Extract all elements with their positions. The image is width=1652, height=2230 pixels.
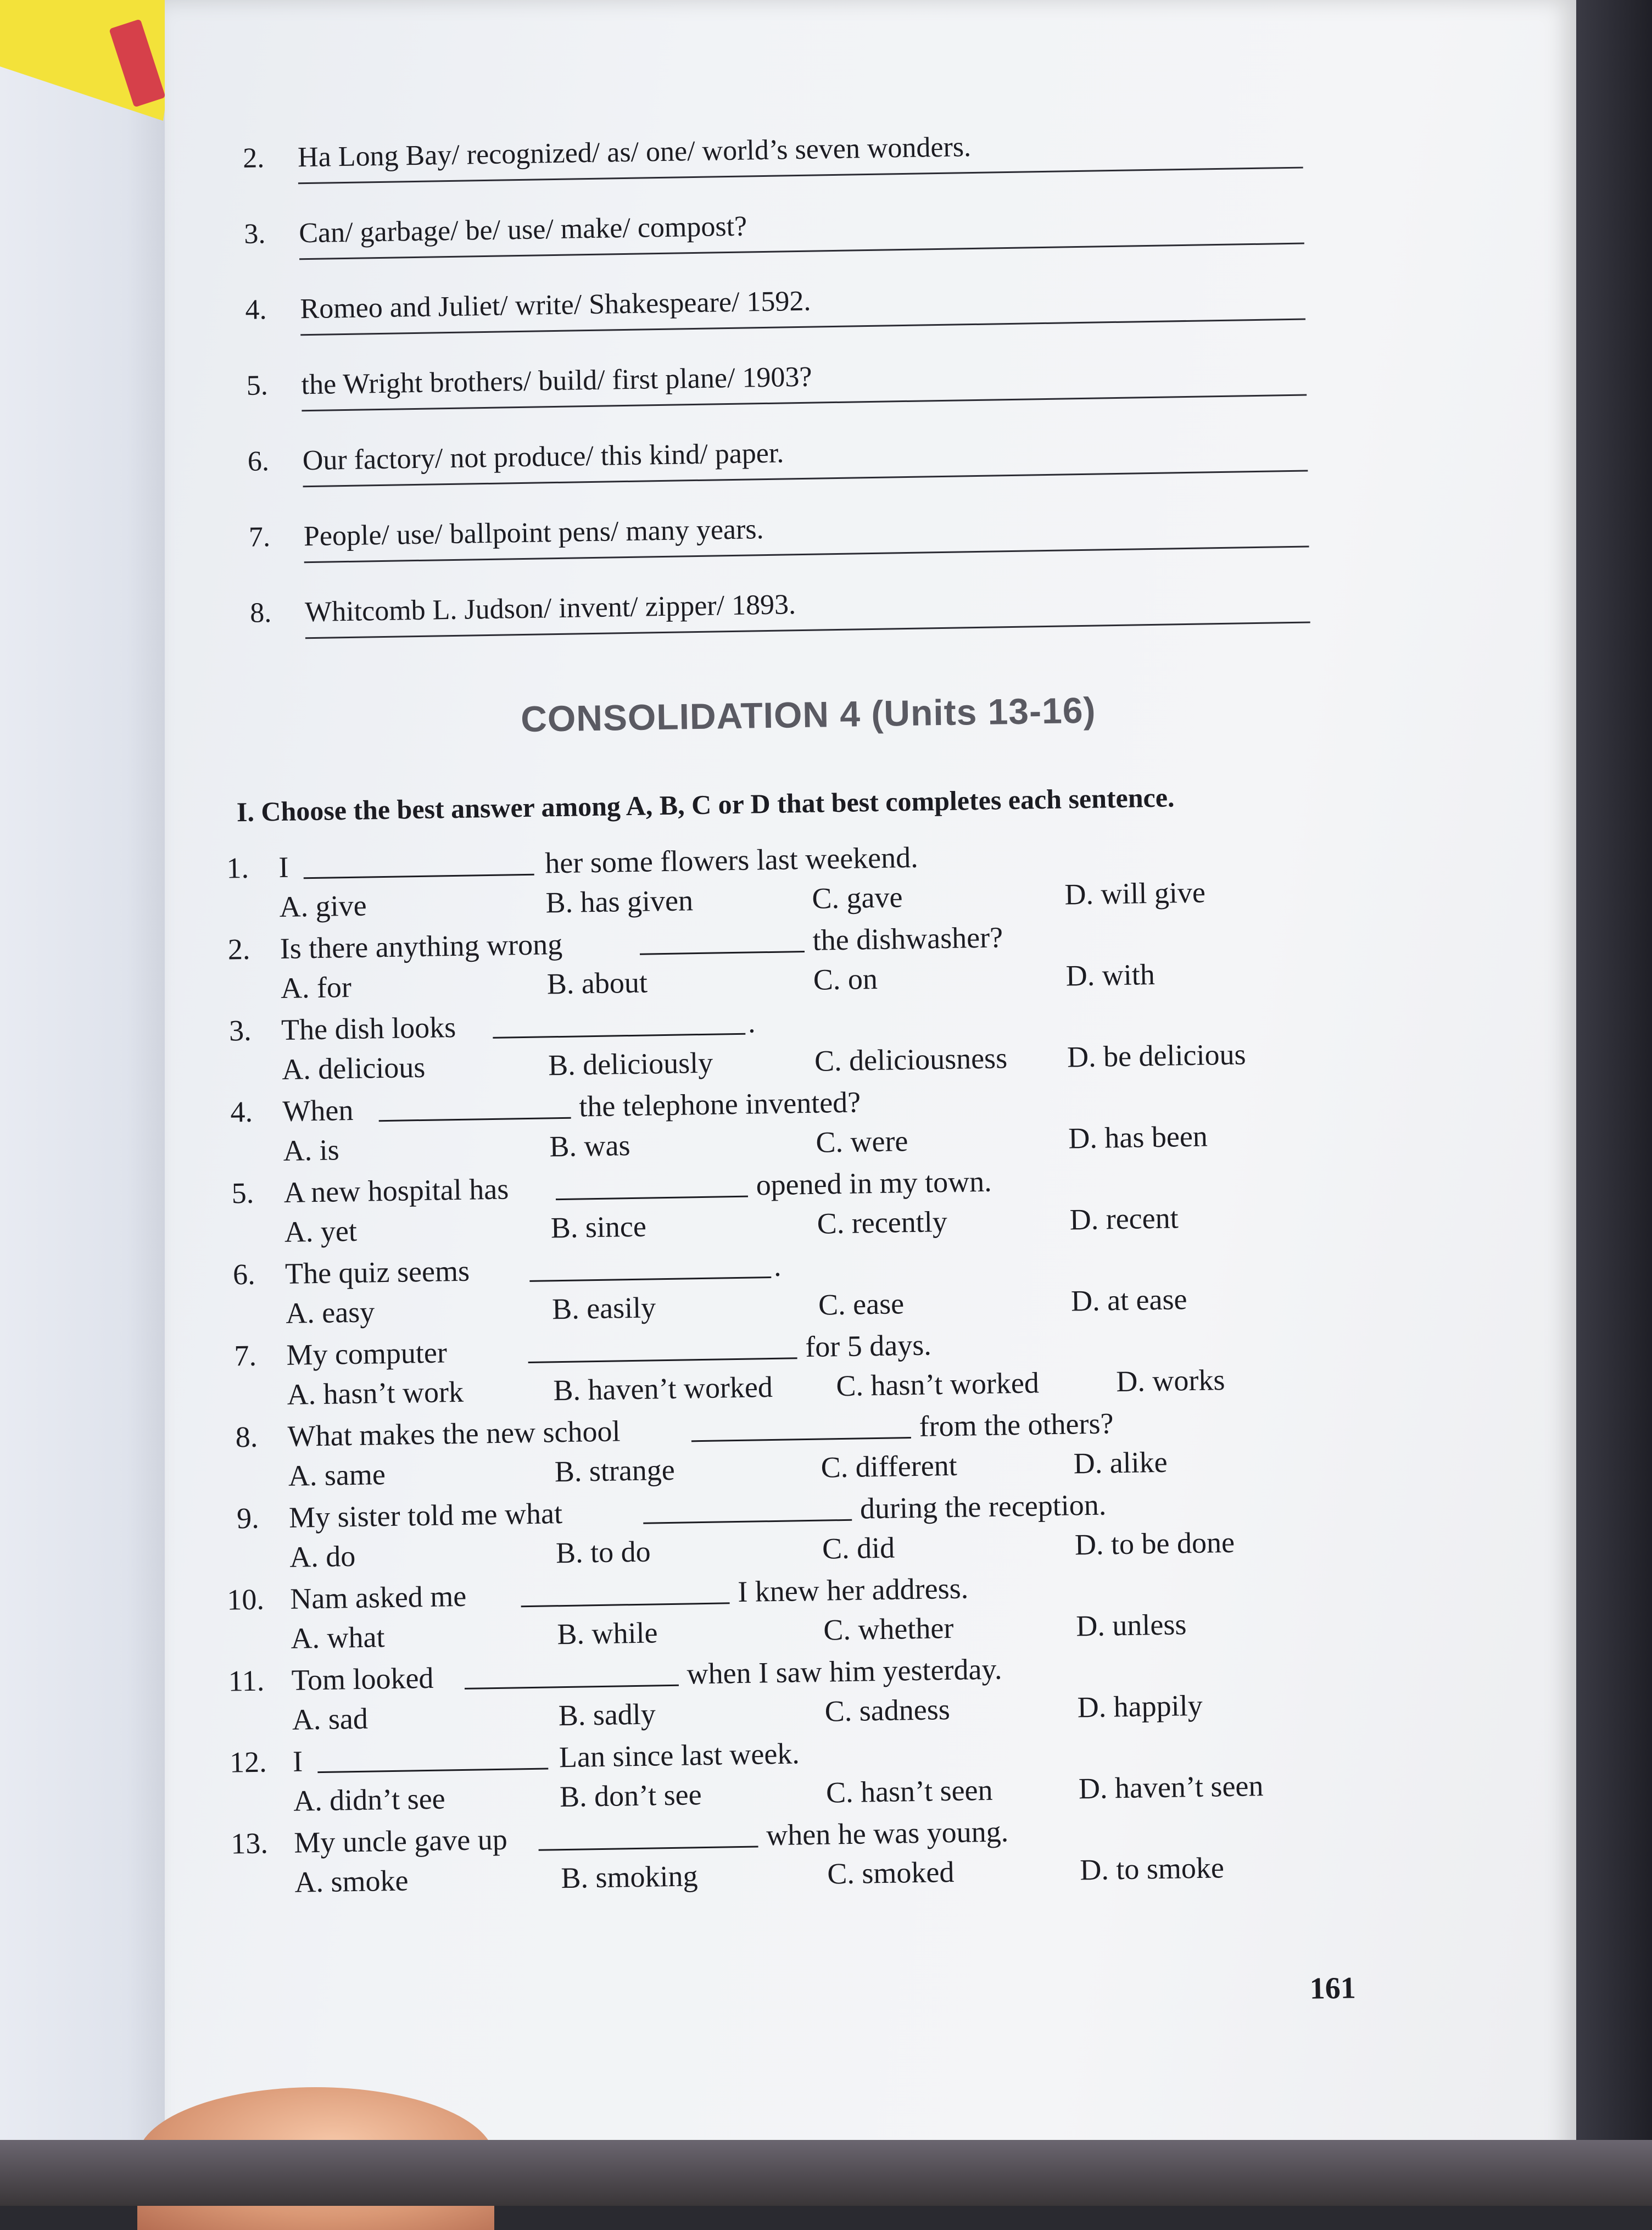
question-number: 2. [227,932,250,966]
answer-blank [493,1006,746,1039]
option-d: D. alike [1073,1445,1168,1480]
question-stem-end: . [747,1006,756,1039]
answer-blank [521,1575,730,1607]
option-b: B. since [550,1209,647,1245]
answer-blank [528,1330,797,1363]
option-d: D. to be done [1074,1525,1235,1562]
question-stem-start: I [278,850,289,884]
item-number: 6. [247,445,270,477]
item-number: 8. [249,597,272,629]
answer-blank [464,1657,679,1690]
option-d: D. with [1065,957,1156,993]
item-number: 4. [245,294,267,326]
answer-blank [538,1819,758,1851]
option-b: B. easily [551,1291,656,1326]
option-a: A. same [288,1458,386,1492]
question-number: 10. [226,1582,265,1616]
answer-blank [555,1168,748,1200]
answer-blank [639,923,805,955]
question-number: 13. [230,1826,269,1860]
option-d: D. be delicious [1067,1038,1246,1074]
option-a: A. sad [292,1702,369,1736]
background-right [1575,0,1652,2206]
question-stem-start: The dish looks [281,1010,456,1046]
option-b: B. sadly [558,1697,656,1732]
option-b: B. was [549,1129,630,1163]
question-number: 6. [232,1257,256,1291]
option-d: D. at ease [1070,1283,1187,1318]
question-number: 4. [230,1095,253,1129]
answer-blank [303,846,534,879]
question-stem-start: Is there anything wrong [280,927,563,965]
option-c: C. were [815,1124,908,1159]
option-a: A. hasn’t work [287,1375,464,1411]
question-number: 1. [226,851,249,885]
question-stem-start: A new hospital has [283,1172,509,1209]
option-d: D. haven’t seen [1078,1769,1264,1805]
option-a: A. yet [284,1214,358,1248]
left-page [0,0,181,2206]
answer-blank [317,1741,549,1774]
question-number: 5. [231,1176,254,1210]
option-a: A. do [289,1539,356,1574]
option-b: B. has given [545,884,694,919]
option-c: C. whether [823,1611,954,1647]
option-a: A. didn’t see [293,1782,446,1818]
option-b: B. to do [555,1535,651,1570]
item-number: 7. [248,521,271,553]
question-number: 3. [228,1013,252,1047]
question-stem-end: the dishwasher? [812,921,1003,957]
question-stem-start: My uncle gave up [293,1822,508,1859]
option-a: A. for [280,970,352,1005]
question-stem-start: I [292,1744,303,1778]
question-stem-end: when he was young. [766,1815,1009,1852]
question-stem-start: My sister told me what [288,1497,563,1534]
question-stem-end: opened in my town. [756,1164,992,1202]
question-item [231,1809,1352,1909]
option-a: A. is [283,1133,340,1167]
question-number: 7. [233,1339,257,1373]
option-b: B. don’t see [559,1778,702,1814]
item-prompt: Can/ garbage/ be/ use/ make/ compost? [298,210,747,249]
question-stem-start: My computer [286,1336,448,1372]
option-d: D. to smoke [1079,1851,1225,1887]
option-c: C. sadness [824,1693,951,1728]
option-c: C. gave [812,880,903,915]
question-stem-start: Nam asked me [289,1579,467,1615]
option-a: A. give [279,889,367,924]
question-number: 11. [228,1664,265,1698]
option-c: C. hasn’t seen [825,1773,993,1809]
option-c: C. ease [818,1287,905,1322]
question-stem-end: from the others? [919,1407,1114,1443]
item-prompt: Our factory/ not produce/ this kind/ paper. [302,437,784,477]
item-number: 3. [243,218,266,250]
item-prompt: the Wright brothers/ build/ first plane/ 1903? [301,361,812,401]
question-stem-end: Lan since last week. [559,1737,800,1774]
option-c: C. deliciousness [814,1041,1008,1078]
option-a: A. delicious [281,1050,426,1086]
item-prompt: Whitcomb L. Judson/ invent/ zipper/ 1893. [304,589,796,628]
option-b: B. deliciously [548,1046,713,1082]
section-title: CONSOLIDATION 4 (Units 13-16) [520,689,1096,740]
option-a: A. smoke [294,1864,409,1899]
option-c: C. hasn’t worked [835,1366,1040,1403]
question-number: 8. [235,1420,258,1454]
answer-blank [691,1409,911,1442]
question-stem-start: What makes the new school [287,1414,621,1453]
option-b: B. smoking [560,1859,698,1895]
option-a: A. what [291,1620,385,1655]
option-d: D. recent [1069,1201,1179,1236]
answer-blank [378,1090,571,1122]
item-number: 2. [242,142,265,174]
option-c: C. different [821,1448,958,1484]
question-stem-start: Tom looked [291,1661,434,1697]
question-stem-end: I knew her address. [737,1571,969,1609]
option-d: D. works [1115,1363,1225,1398]
question-stem-end: the telephone invented? [578,1085,861,1123]
question-stem-end: when I saw him yesterday. [687,1652,1002,1691]
option-c: C. smoked [827,1855,955,1891]
option-b: B. about [546,966,648,1001]
option-d: D. has been [1068,1119,1208,1155]
option-a: A. easy [285,1295,375,1330]
question-stem-end: . [773,1249,782,1283]
page-number: 161 [1309,1971,1357,2006]
answer-blank [643,1492,852,1524]
option-c: C. did [822,1531,895,1565]
question-stem-end: during the reception. [860,1488,1107,1525]
question-stem-end: for 5 days. [805,1328,932,1364]
item-prompt: Romeo and Juliet/ write/ Shakespeare/ 1592. [300,285,811,325]
option-b: B. haven’t worked [553,1370,773,1407]
background-bottom [0,2140,1652,2206]
option-d: D. happily [1077,1688,1203,1724]
option-b: B. while [556,1616,658,1651]
question-number: 9. [236,1501,260,1535]
option-d: D. will give [1064,876,1206,911]
page-content [203,65,1357,2006]
exercise-list [203,65,1332,629]
question-stem-end: her some flowers last weekend. [544,840,919,880]
question-stem-start: When [282,1093,354,1128]
section-instruction: I. Choose the best answer among A, B, C or D that best completes each sentence. [236,782,1175,828]
answer-blank [529,1249,772,1282]
item-prompt: Ha Long Bay/ recognized/ as/ one/ world’s seven wonders. [297,131,972,174]
option-b: B. strange [554,1453,676,1488]
option-d: D. unless [1075,1608,1187,1643]
option-c: C. recently [817,1205,948,1240]
question-stem-start: The quiz seems [284,1254,470,1290]
item-number: 5. [246,370,269,402]
question-number: 12. [229,1745,267,1779]
option-c: C. on [813,962,878,996]
item-prompt: People/ use/ ballpoint pens/ many years. [303,514,764,553]
